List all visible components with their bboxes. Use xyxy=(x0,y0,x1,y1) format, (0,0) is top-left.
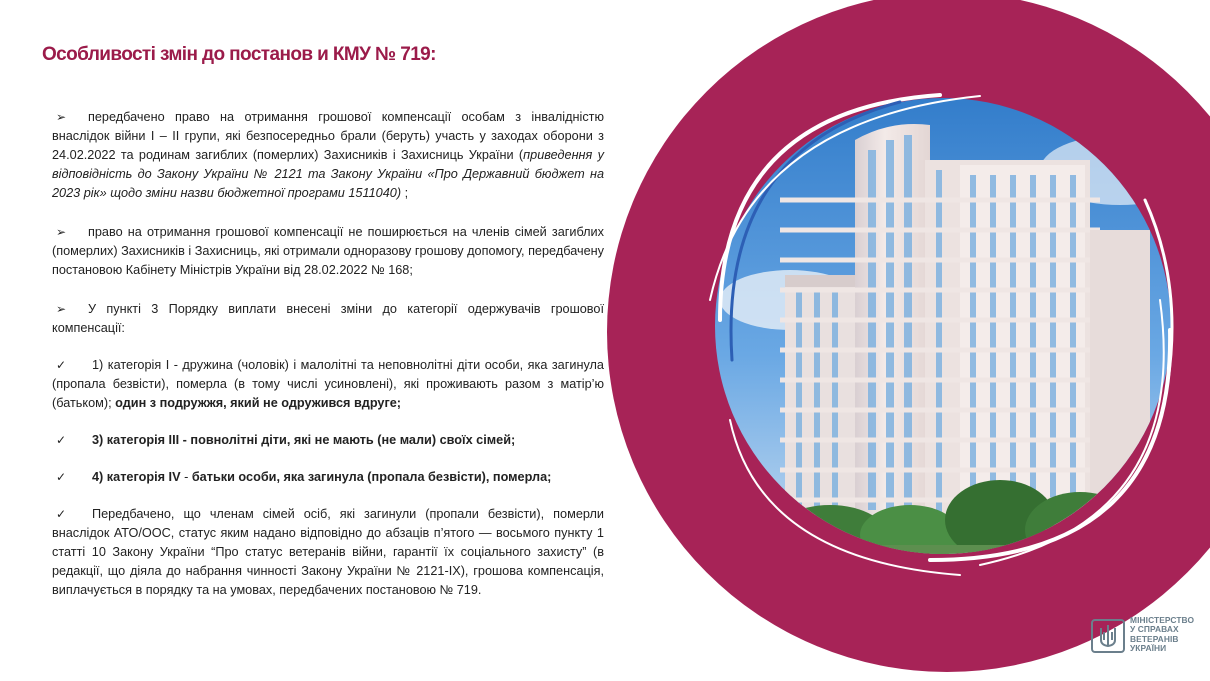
bullet-text: ; xyxy=(401,186,409,200)
check-bullet-icon: ✓ xyxy=(56,358,67,372)
trident-shield-icon xyxy=(1090,618,1126,654)
logo-line: УКРАЇНИ xyxy=(1130,643,1167,654)
bullet-item-2 xyxy=(52,223,604,280)
bullet-text-bold: 3) категорія ІІІ - повнолітні діти, які не мають (не мали) своїх сімей; xyxy=(92,433,516,447)
bullet-item-4 xyxy=(52,356,604,413)
bullet-item-6 xyxy=(52,468,604,487)
check-bullet-icon: ✓ xyxy=(56,433,67,447)
bullet-text: Передбачено, що членам сімей осіб, які загинули (пропали безвісти), померли внаслідок АТО/ООС, статус яким надано відповідно до абзаців п’ятого — восьмого пункту 1 статті 10 Закону України “Про статус ветеранів війни, гарантії їх соціального захисту” (в редакції, що діяла до набрання чинності Закону України № 2121-ІХ), грошова компенсація, виплачується в порядку та на умовах, передбачених постановою № 719. xyxy=(52,507,604,597)
slide-title: Особливості змін до постанов и КМУ № 719: xyxy=(42,44,436,65)
logo-line: МІНІСТЕРСТВО xyxy=(1130,615,1195,625)
bullet-item-3 xyxy=(52,300,604,338)
bullet-item-1 xyxy=(52,108,604,203)
check-bullet-icon: ✓ xyxy=(56,507,67,521)
bullet-text: 1) категорія І - дружина (чоловік) і малолітні та неповнолітні діти особи, яка загинула (пропала безвісти), померла (в тому числі усиновлені), які проживають разом з матір’ю (батьком); xyxy=(52,358,604,410)
ministry-logo xyxy=(1090,616,1200,660)
check-bullet-icon: ✓ xyxy=(56,470,67,484)
bullet-list xyxy=(52,108,604,616)
bullet-item-7 xyxy=(52,505,604,600)
building-illustration xyxy=(600,0,1210,681)
bullet-text-bold: батьки особи, яка загинула (пропала безвісти), померла; xyxy=(191,470,552,484)
bullet-text: право на отримання грошової компенсації не поширюється на членів сімей загиблих (померлих) Захисників і Захисниць, які отримали одноразову грошову допомогу, передбачену постановою Кабінету Міністрів України від 28.02.2022 № 168; xyxy=(52,225,604,277)
bullet-text: У пункті 3 Порядку виплати внесені зміни до категорії одержувачів грошової компенсації: xyxy=(52,302,604,335)
arrow-bullet-icon: ➢ xyxy=(56,110,67,124)
bullet-item-5 xyxy=(52,431,604,450)
bullet-text: - xyxy=(184,470,192,484)
ministry-name xyxy=(1130,616,1194,654)
bullet-text-bold: один з подружжя, який не одружився вдруге; xyxy=(115,396,402,410)
bullet-text: передбачено право на отримання грошової компенсації особам з інвалідністю внаслідок війни І – ІІ групи, які безпосередньо брали (беруть) участь у заходах оборони з 24.02.2022 та родинам загиблих (померлих) Захисників і Захисниць України ( xyxy=(52,110,604,162)
bullet-text-italic: приведення у відповідність до Закону України № 2121 та Закону України «Про Державний бюджет на 2023 рік» щодо зміни назви бюджетної програми 1511040) xyxy=(52,148,605,200)
arrow-bullet-icon: ➢ xyxy=(56,225,67,239)
logo-line: ВЕТЕРАНІВ xyxy=(1130,633,1179,644)
logo-line: У СПРАВАХ xyxy=(1130,624,1179,635)
arrow-bullet-icon: ➢ xyxy=(56,302,67,316)
bullet-text-bold: 4) категорія IV xyxy=(92,470,185,484)
